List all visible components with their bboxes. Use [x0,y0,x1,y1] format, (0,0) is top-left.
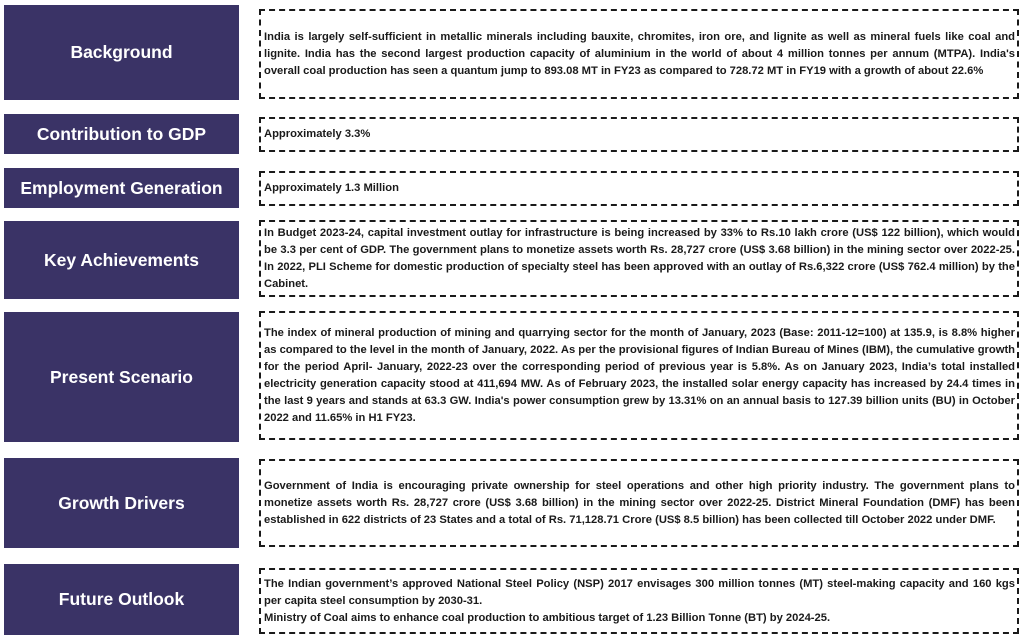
content-employment-generation [259,171,1019,206]
present-scenario-text: The index of mineral production of mining and quarrying sector for the month of January, 2023 (Base: 2011-12=100) at 135.9, is 8.8% higher as compared to the level in the month of January, 2022. As per the provisional figures of Indian Bureau of Mines (IBM), the cumulative growth for the period April- January, 2022-23 over the corresponding period of previous year is 5.8%. As on January 2023, India’s total installed electricity generation capacity stood at 411,694 MW. As of February 2023, the installed solar energy capacity has increased by 24.4 times in the last 9 years and stands at 63.3 GW. India's power consumption grew by 13.31% on an annual basis to 127.39 billion units (BU) in October 2022 and 11.65% in H1 FY23. [264,326,1015,424]
future-outlook-text-1: The Indian government’s approved National Steel Policy (NSP) 2017 envisages 300 million tonnes (MT) steel-making capacity and 160 kgs per capita steel consumption by 2030-31. [264,577,1015,607]
label-future-outlook [4,564,239,635]
content-contribution-to-gdp [259,117,1019,152]
label-present-scenario-text: Present Scenario [50,366,193,387]
content-present-scenario [259,311,1019,440]
content-future-outlook [259,568,1019,634]
label-contribution-to-gdp [4,114,239,154]
content-background [259,9,1019,99]
background-text: India is largely self-sufficient in metallic minerals including bauxite, chromites, iron ore, and lignite as well as mineral fuels like coal and lignite. India has the second largest production capacity of aluminium in the world of about 4 million tonnes per annum (MTPA). India's overall coal production has seen a quantum jump to 893.08 MT in FY23 as compared to 728.72 MT in FY19 with a growth of about 22.6% [264,30,1015,77]
content-growth-drivers [259,459,1019,547]
growth-drivers-text: Government of India is encouraging private ownership for steel operations and other high priority industry. The government plans to monetize assets worth Rs. 28,727 crore (US$ 3.68 billion) in the mining sector over 2022-25. District Mineral Foundation (DMF) has been established in 622 districts of 23 States and a total of Rs. 71,128.71 Crore (US$ 8.5 billion) has been collected till October 2022 under DMF. [264,479,1015,526]
label-present-scenario [4,312,239,442]
label-employment-generation-text: Employment Generation [20,177,223,198]
key-achievements-text: In Budget 2023-24, capital investment outlay for infrastructure is being increased by 33% to Rs.10 lakh crore (US$ 122 billion), which would be 3.3 per cent of GDP. The government plans to monetize assets worth Rs. 28,727 crore (US$ 3.68 billion) in the mining sector over 2022-25. In 2022, PLI Scheme for domestic production of specialty steel has been approved with an outlay of Rs.6,322 crore (US$ 762.4 million) by the Cabinet. [264,226,1015,290]
label-growth-drivers [4,458,239,548]
contribution-to-gdp-text: Approximately 3.3% [264,128,371,140]
employment-generation-text: Approximately 1.3 Million [264,182,399,194]
label-contribution-to-gdp-text: Contribution to GDP [36,123,207,144]
label-background [4,5,239,100]
label-background-text: Background [70,42,173,62]
content-key-achievements [259,220,1019,297]
label-employment-generation [4,168,239,208]
label-key-achievements [4,221,239,299]
label-growth-drivers-text: Growth Drivers [58,492,185,513]
label-future-outlook-text: Future Outlook [58,589,185,609]
label-key-achievements-text: Key Achievements [44,249,199,270]
future-outlook-text-2: Ministry of Coal aims to enhance coal production to ambitious target of 1.23 Billion Tonne (BT) by 2024-25. [264,611,831,624]
